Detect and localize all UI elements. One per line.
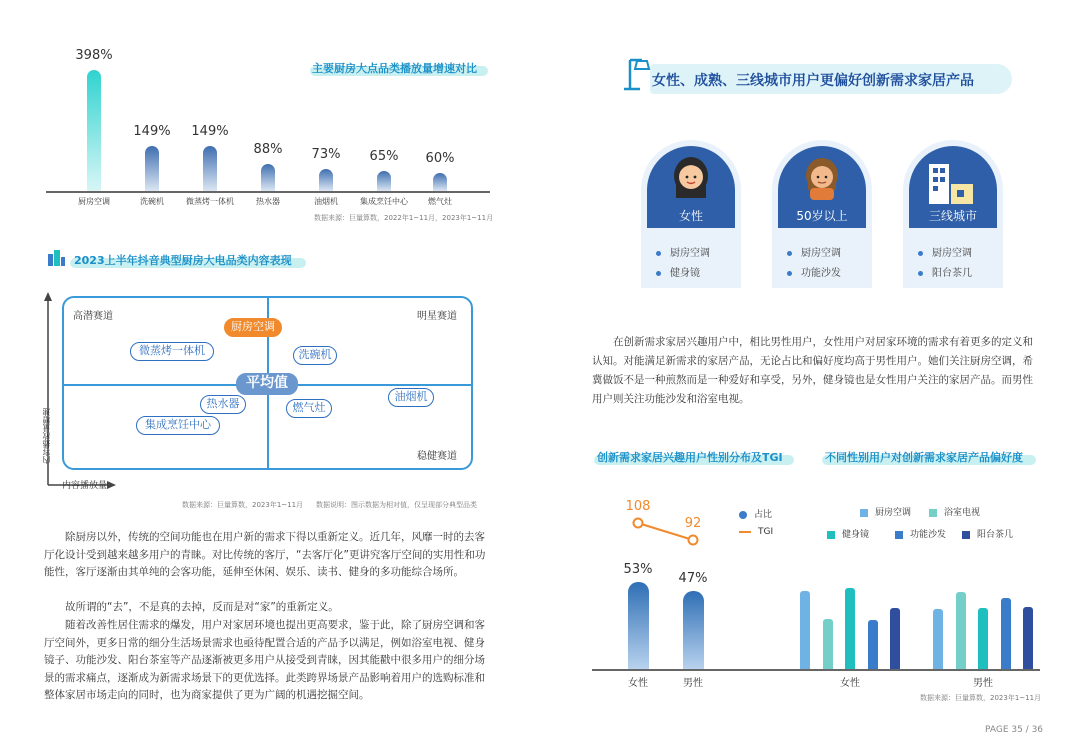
mature-woman-avatar-icon	[800, 154, 844, 200]
tgi-value-label-0: 108	[625, 499, 651, 514]
right-source: 数据来源：巨量算数，2023年1~11月	[920, 694, 1042, 702]
card-city-item-2	[918, 264, 972, 279]
card-age-item-1-text: 厨房空调	[801, 248, 841, 259]
bar-category-label-2: 微蒸烤一体机	[186, 197, 234, 206]
card-female-banner	[647, 146, 735, 228]
bar-category-label-6: 燃气灶	[428, 197, 452, 206]
legend-bath-tv-text: 浴室电视	[944, 508, 981, 518]
share-bar-1	[683, 591, 704, 669]
bar-category-label-3: 热水器	[256, 197, 280, 206]
bar-value-label-6: 60%	[425, 150, 455, 166]
bar-category-label-0: 厨房空调	[78, 197, 110, 206]
growth-chart-title: 主要厨房大点品类播放量增速对比	[312, 62, 477, 75]
page-number: PAGE 35 / 36	[985, 725, 1044, 735]
share-bar-0	[628, 582, 649, 669]
pref-bar-0-0	[800, 591, 810, 669]
pill-range-hood: 油烟机	[388, 388, 434, 407]
legend-sofa-text: 功能沙发	[910, 530, 947, 540]
legend-tgi-swatch	[739, 531, 751, 533]
share-category-label-1: 男性	[683, 678, 703, 689]
pref-category-label-1: 男性	[973, 678, 993, 689]
legend-share	[739, 507, 772, 520]
bar-category-label-4: 油烟机	[314, 197, 338, 206]
card-age-item-2	[787, 264, 841, 279]
legend-mirror-text: 健身镜	[842, 530, 870, 540]
pref-bar-0-3	[868, 620, 878, 669]
pill-average: 平均值	[236, 373, 298, 395]
pref-bar-1-2	[978, 608, 988, 669]
female-avatar-icon	[669, 154, 713, 200]
card-female-item-2-text: 健身镜	[670, 268, 700, 279]
quadrant-label-high-potential: 高潜赛道	[73, 311, 113, 322]
tgi-value-label-1: 92	[684, 516, 702, 531]
bar-value-label-4: 73%	[311, 146, 341, 162]
tgi-point-0	[634, 519, 643, 528]
paragraph-2: 故所谓的“去”，不是真的去掉，反而是对“家”的重新定义。	[65, 601, 339, 613]
lamp-icon	[624, 52, 652, 92]
bullet-dot	[787, 251, 792, 256]
card-age-item-2-text: 功能沙发	[801, 268, 841, 279]
card-female-label: 女性	[678, 209, 703, 223]
pill-water-heater: 热水器	[200, 395, 246, 414]
card-age-label: 50岁以上	[796, 209, 848, 223]
right-paragraph: 在创新需求家居兴趣用户中，相比男性用户，女性用户对居家环境的需求有着更多的定义和认知。对能满足新需求的家居产品，无论占比和偏好度均高于男性用户。她们关注厨房空调，希冀做饭不是一种煎熬而是一种爱好和享受，另外，健身镜也是女性用户关注的家居产品。而男性用户则关注功能沙发和浴室电视。	[592, 336, 1033, 405]
legend-kitchen-ac-text: 厨房空调	[875, 508, 912, 518]
legend-bath-tv	[929, 505, 980, 518]
pill-gas-stove: 燃气灶	[286, 399, 332, 418]
legend-tgi-text: TGI	[758, 527, 774, 537]
pref-bar-1-1	[956, 592, 966, 669]
bar-category-label-5: 集成烹饪中心	[360, 197, 408, 206]
share-value-label-0: 53%	[623, 561, 653, 577]
chart2-title: 不同性别用户对创新需求家居产品偏好度	[825, 451, 1023, 464]
card-age-banner	[778, 146, 866, 228]
pill-kitchen-ac: 厨房空调	[224, 318, 282, 337]
bar-value-label-2: 149%	[191, 123, 229, 139]
paragraph-1: 除厨房以外，传统的空间功能也在用户新的需求下得以重新定义。近几年，风靡一时的去客厅化设计受到越来越多用户的青睐。对比传统的客厅，“去客厅化”更讲究客厅空间的实用性和功能性，客厅逐渐由其单纯的会客功能，延伸至休闲、娱乐、读书、健身的多功能综合场所。	[44, 531, 486, 578]
bullet-dot	[918, 251, 923, 256]
legend-tea-table	[962, 527, 1013, 540]
y-axis-label: 内容播放量增速	[42, 408, 51, 464]
bar-value-label-3: 88%	[253, 142, 283, 158]
bar-4	[319, 169, 333, 191]
legend-mirror-swatch	[827, 531, 835, 539]
x-axis-label: 内容播放量	[62, 481, 108, 491]
quadrant-label-star: 明星赛道	[417, 311, 457, 322]
paragraph-3: 随着改善性居住需求的爆发，用户对家居环境也提出更高要求，鉴于此，除了厨房空调和客厅空间外，更多日常的细分生活场景需求也亟待配置合适的产品予以满足，例如浴室电视、健身镜子、功能沙发、阳台茶室等产品逐渐被更多用户从接受到青睐，因其能戳中很多用户的细分场景的需求痛点，逐渐成为新需求场景下的更优选择。此类跨界场景产品影响着用户的选购标准和整体家居市场走向的同时，也为商家提供了更为广阔的机遇挖掘空间。	[44, 619, 485, 701]
card-city-item-2-text: 阳台茶几	[932, 268, 972, 279]
legend-share-text: 占比	[754, 510, 773, 520]
card-female-item-2	[656, 264, 700, 279]
bullet-dot	[656, 271, 661, 276]
tgi-point-1	[689, 536, 698, 545]
pill-steam-oven: 微蒸烤一体机	[130, 342, 214, 361]
bar-value-label-1: 149%	[133, 123, 171, 139]
building-icon	[46, 249, 66, 267]
legend-tea-table-text: 阳台茶几	[977, 530, 1014, 540]
legend-kitchen-ac	[860, 505, 911, 518]
pref-category-label-0: 女性	[840, 678, 860, 689]
pref-bar-1-0	[933, 609, 943, 669]
legend-sofa-swatch	[895, 531, 903, 539]
pref-bar-1-4	[1023, 607, 1033, 669]
share-category-label-0: 女性	[628, 678, 648, 689]
card-female-item-1	[656, 244, 710, 259]
pref-bar-0-1	[823, 619, 833, 669]
legend-tea-table-swatch	[962, 531, 970, 539]
legend-mirror	[827, 527, 869, 540]
pill-dishwasher: 洗碗机	[293, 346, 337, 365]
growth-chart-source: 数据来源：巨量算数，2022年1~11月，2023年1~11月	[314, 214, 494, 222]
pill-cooking-center: 集成烹饪中心	[136, 416, 220, 435]
pref-bar-1-3	[1001, 598, 1011, 669]
legend-share-swatch	[739, 511, 747, 519]
card-age-item-1	[787, 244, 841, 259]
bullet-dot	[918, 271, 923, 276]
card-city-item-1-text: 厨房空调	[932, 248, 972, 259]
share-value-label-1: 47%	[678, 571, 708, 587]
bar-category-label-1: 洗碗机	[140, 197, 164, 206]
card-female-item-1-text: 厨房空调	[670, 248, 710, 259]
card-female	[641, 140, 741, 288]
card-city-banner	[909, 146, 997, 228]
legend-sofa	[895, 527, 946, 540]
bar-5	[377, 171, 391, 191]
card-city-label: 三线城市	[928, 209, 977, 223]
bar-0	[87, 70, 101, 191]
section-heading-text: 女性、成熟、三线城市用户更偏好创新需求家居产品	[652, 73, 974, 89]
pref-bar-0-2	[845, 588, 855, 669]
right-chart-baseline	[592, 669, 1040, 671]
legend-kitchen-ac-swatch	[860, 509, 868, 517]
pref-bar-0-4	[890, 608, 900, 669]
growth-chart-baseline	[46, 191, 490, 193]
card-city-item-1	[918, 244, 972, 259]
legend-tgi	[739, 527, 773, 537]
quadrant-label-steady: 稳健赛道	[417, 451, 457, 462]
chart1-title: 创新需求家居兴趣用户性别分布及TGI	[597, 451, 783, 464]
quadrant-title: 2023上半年抖音典型厨房大电品类内容表现	[74, 254, 292, 267]
bar-1	[145, 146, 159, 191]
bar-value-label-0: 398%	[75, 47, 113, 63]
card-age	[772, 140, 872, 288]
quadrant-note: 数据说明：图示数据为相对值，仅呈现部分典型品类	[316, 501, 477, 509]
bar-value-label-5: 65%	[369, 149, 399, 165]
bar-2	[203, 146, 217, 191]
bar-6	[433, 173, 447, 191]
city-building-icon	[925, 162, 981, 204]
bullet-dot	[656, 251, 661, 256]
bullet-dot	[787, 271, 792, 276]
legend-bath-tv-swatch	[929, 509, 937, 517]
bar-3	[261, 164, 275, 191]
quadrant-source: 数据来源：巨量算数，2023年1~11月	[182, 501, 304, 509]
card-city	[903, 140, 1003, 288]
